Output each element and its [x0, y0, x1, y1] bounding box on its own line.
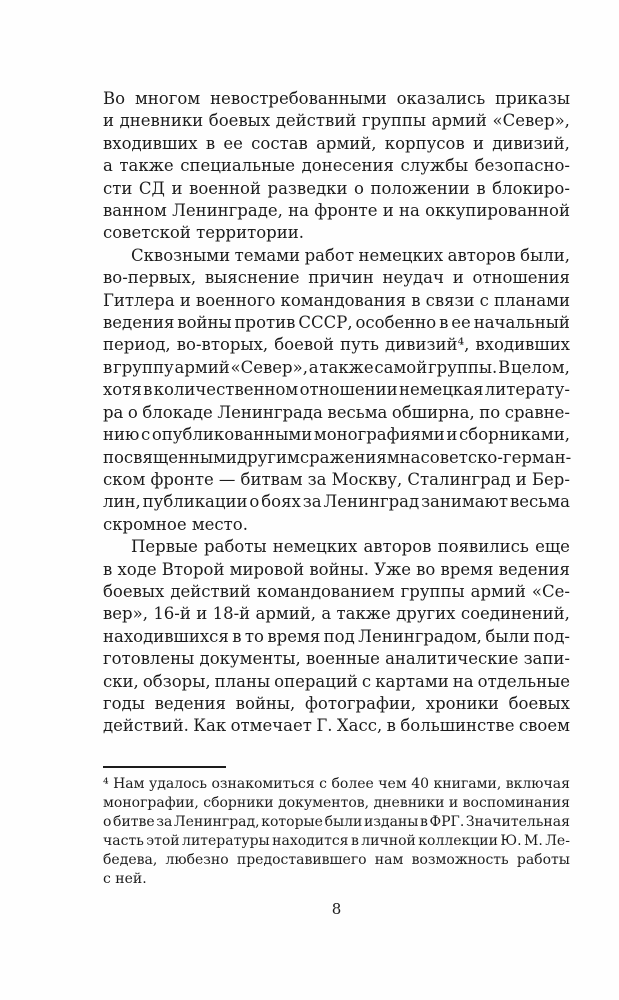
word: и — [179, 290, 191, 310]
footnote — [103, 775, 570, 889]
body-text — [103, 88, 570, 738]
word: о — [127, 402, 138, 422]
word: положении — [370, 178, 470, 198]
text-line — [103, 110, 570, 132]
word: и — [446, 425, 458, 445]
word: работы — [516, 851, 570, 868]
word: также — [119, 156, 174, 176]
paragraph — [103, 88, 570, 245]
word: планами — [494, 290, 570, 310]
word: фронте — [314, 201, 378, 221]
text-line — [103, 357, 570, 379]
word: на — [288, 201, 309, 221]
word: сравне- — [504, 402, 570, 422]
word: группы — [400, 581, 465, 601]
word: и — [473, 133, 484, 153]
word: в — [103, 357, 113, 377]
word: во — [416, 559, 436, 579]
word: связи — [425, 290, 475, 310]
word: с — [319, 775, 327, 792]
word: более — [331, 775, 374, 792]
word: книгами, — [433, 775, 502, 792]
word: военной — [189, 178, 261, 198]
word: ходе — [117, 559, 157, 579]
word: ванном — [103, 201, 167, 221]
paragraph — [103, 775, 570, 889]
word: дневники — [119, 111, 204, 131]
word: отмечает — [230, 716, 312, 736]
word: сти — [103, 178, 133, 198]
word: Москву, — [331, 469, 403, 489]
word: входивших — [475, 335, 570, 355]
word: сборники — [203, 794, 274, 811]
word: а — [321, 604, 332, 624]
word: Как — [193, 716, 227, 736]
word: аналитические — [385, 649, 519, 669]
word: годы — [103, 693, 145, 713]
text-line — [103, 88, 570, 110]
word: литерату- — [484, 380, 570, 400]
word: то — [244, 626, 264, 646]
word: армий, — [316, 133, 377, 153]
word: хроники — [425, 693, 499, 713]
word: Второй — [161, 559, 225, 579]
word: в — [205, 133, 216, 153]
word: самой — [374, 357, 428, 377]
word: ⁴ Нам — [103, 775, 145, 792]
word: целом, — [511, 357, 570, 377]
word: советско-герман- — [420, 447, 572, 467]
word: — — [218, 469, 236, 489]
word: нам — [374, 851, 404, 868]
word: с — [361, 671, 372, 691]
word: в — [386, 716, 396, 736]
word: время — [440, 559, 494, 579]
word: предоставившего — [236, 851, 367, 868]
word: в — [411, 290, 421, 310]
text-line: с ней. — [103, 870, 147, 887]
word: и — [448, 794, 459, 811]
text-line — [103, 402, 570, 424]
word: воспоминания — [462, 794, 570, 811]
word: военного — [195, 290, 276, 310]
word: операций — [274, 671, 358, 691]
word: опубликованными — [151, 425, 313, 445]
text-line — [103, 603, 570, 625]
text-line — [103, 447, 570, 469]
text-line — [103, 559, 570, 581]
word: появились — [437, 537, 529, 557]
word: донесения — [301, 156, 394, 176]
text-line — [103, 290, 570, 312]
word: Ю. — [500, 832, 522, 849]
word: литературы — [182, 832, 270, 849]
word: соединений, — [460, 604, 570, 624]
word: неудач — [382, 268, 444, 288]
word: Бер- — [531, 469, 570, 489]
word: «Север», — [492, 111, 570, 131]
word: изданы — [363, 813, 419, 830]
word: авторов — [447, 245, 516, 265]
word: дивизий, — [492, 133, 570, 153]
word: монографии, — [103, 794, 199, 811]
word: армий — [174, 357, 230, 377]
word: особенно — [355, 313, 437, 333]
word: включая — [505, 775, 570, 792]
word: невостребованными — [210, 89, 387, 108]
word: вер», — [103, 604, 148, 624]
text-line — [103, 693, 570, 715]
word: ФРГ. — [429, 813, 465, 830]
word: ском — [103, 469, 146, 489]
text-line — [103, 715, 570, 737]
text-line — [103, 851, 570, 870]
word: Во — [103, 89, 126, 108]
word: разведки — [267, 178, 348, 198]
text-line — [103, 775, 570, 794]
word: боевых — [103, 581, 165, 601]
word: 16-й — [153, 604, 191, 624]
word: немецких — [358, 245, 444, 265]
word: мировой — [229, 559, 305, 579]
word: блокиро- — [492, 178, 570, 198]
word: весьма — [509, 492, 570, 512]
word: «Север», — [230, 357, 308, 377]
word: и — [452, 268, 464, 288]
word: которые — [261, 813, 323, 830]
word: начальный — [473, 313, 570, 333]
word: других — [396, 604, 456, 624]
word: были — [324, 813, 363, 830]
word: выяснение — [204, 268, 300, 288]
word: за — [307, 469, 327, 489]
word: боях — [261, 492, 301, 512]
word: ведения — [154, 693, 226, 713]
word: отношении — [299, 380, 398, 400]
word: боевой — [274, 335, 335, 355]
word: количественном — [153, 380, 299, 400]
word: оказались — [396, 89, 486, 108]
word: во-первых, — [103, 268, 197, 288]
word: сборниками, — [459, 425, 570, 445]
word: корпусов — [384, 133, 465, 153]
word: блокаде — [142, 402, 213, 422]
word: многом — [134, 89, 201, 108]
word: фотографии, — [304, 693, 417, 713]
word: о — [103, 813, 112, 830]
word: и — [196, 604, 208, 624]
word: по — [479, 402, 501, 422]
word: личной — [361, 832, 416, 849]
text-line: советской территории. — [103, 223, 304, 243]
word: еще — [535, 537, 570, 557]
word: действий — [275, 111, 357, 131]
word: в — [439, 313, 449, 333]
word: в — [420, 813, 428, 830]
word: и — [103, 111, 114, 131]
word: отношения — [472, 268, 570, 288]
word: оккупированной — [425, 201, 570, 221]
word: СССР, — [298, 313, 353, 333]
word: возможность — [411, 851, 509, 868]
word: ведения — [498, 559, 570, 579]
word: ски, — [103, 671, 139, 691]
word: безопасно- — [474, 156, 570, 176]
word: 18-й — [212, 604, 251, 624]
word: весьма — [327, 402, 388, 422]
word: этой — [146, 832, 180, 849]
word: с — [141, 425, 151, 445]
word: действий. — [103, 716, 189, 736]
word: на — [399, 201, 420, 221]
text-line — [103, 581, 570, 603]
word: авторов — [363, 537, 432, 557]
word: в — [350, 832, 359, 849]
word: Ленинграде, — [172, 201, 283, 221]
word: а — [308, 357, 319, 377]
word: командования — [280, 290, 407, 310]
text-line — [103, 648, 570, 670]
word: темами — [234, 245, 301, 265]
word: специальные — [180, 156, 296, 176]
word: удалось — [149, 775, 207, 792]
text-line — [103, 200, 570, 222]
word: были — [485, 626, 530, 646]
word: войны. — [309, 559, 369, 579]
text-line: скромное место. — [103, 514, 248, 534]
word: немецких — [272, 537, 358, 557]
word: в — [476, 178, 486, 198]
text-line — [103, 491, 570, 513]
text-line — [131, 245, 570, 267]
word: ее — [223, 133, 243, 153]
word: ведения — [103, 313, 175, 333]
word: ее — [451, 313, 471, 333]
word: армий — [431, 111, 487, 131]
word: чем — [378, 775, 407, 792]
word: картами — [375, 671, 449, 691]
word: запи- — [523, 649, 570, 669]
word: Сквозными — [131, 245, 231, 265]
text-line — [103, 626, 570, 648]
text-line — [103, 424, 570, 446]
word: о — [354, 178, 364, 198]
word: бедева, — [103, 851, 158, 868]
word: группы — [361, 111, 426, 131]
word: приказы — [495, 89, 570, 108]
word: посвященными — [103, 447, 237, 467]
text-line — [103, 312, 570, 334]
word: большинстве — [400, 716, 515, 736]
word: войны — [177, 313, 232, 333]
word: документы, — [199, 649, 301, 669]
text-column — [103, 88, 570, 919]
word: время — [267, 626, 321, 646]
word: обзоры, — [142, 671, 211, 691]
word: нию — [103, 425, 140, 445]
word: против — [234, 313, 296, 333]
word: публикации — [142, 492, 248, 512]
word: В — [498, 357, 511, 377]
word: другим — [236, 447, 300, 467]
word: монографиями — [313, 425, 445, 445]
word: Значительная — [465, 813, 570, 830]
word: СД — [138, 178, 165, 198]
word: находится — [272, 832, 349, 849]
word: работ — [304, 245, 354, 265]
word: битве — [113, 813, 155, 830]
word: под — [323, 626, 355, 646]
word: на — [452, 671, 474, 691]
word: своем — [518, 716, 570, 736]
word: во-вторых, — [176, 335, 269, 355]
word: готовлены — [103, 649, 195, 669]
word: службы — [400, 156, 469, 176]
word: в — [143, 380, 153, 400]
word: обширна, — [391, 402, 475, 422]
word: Гитлера — [103, 290, 175, 310]
word: также — [319, 357, 374, 377]
word: в — [103, 559, 113, 579]
word: войны, — [235, 693, 296, 713]
text-line — [103, 671, 570, 693]
word: путь — [340, 335, 379, 355]
text-line — [103, 794, 570, 813]
word: командованием — [256, 581, 395, 601]
word: состав — [251, 133, 308, 153]
word: Ленинград — [323, 492, 420, 512]
word: боевых — [208, 111, 271, 131]
word: о — [249, 492, 260, 512]
word: Ле- — [545, 832, 570, 849]
text-line — [131, 536, 570, 558]
text-line — [103, 379, 570, 401]
word: в — [232, 626, 242, 646]
paragraph — [103, 536, 570, 738]
text-line — [103, 178, 570, 200]
word: за — [156, 813, 173, 830]
text-line — [103, 267, 570, 289]
text-line — [103, 133, 570, 155]
text-line — [103, 155, 570, 177]
word: армий — [470, 581, 526, 601]
word: немецкая — [398, 380, 484, 400]
word: Ленинград, — [173, 813, 260, 830]
word: фронте — [150, 469, 214, 489]
word: причин — [308, 268, 374, 288]
word: боевых — [508, 693, 570, 713]
word: любезно — [165, 851, 229, 868]
word: часть — [103, 832, 144, 849]
word: период, — [103, 335, 171, 355]
word: Г. — [316, 716, 333, 736]
word: под- — [533, 626, 570, 646]
word: армий, — [255, 604, 316, 624]
word: Сталинград — [407, 469, 511, 489]
text-line — [103, 334, 570, 356]
word: Хасс, — [336, 716, 383, 736]
word: планы — [214, 671, 271, 691]
word: дивизий⁴, — [385, 335, 470, 355]
word: битвам — [240, 469, 303, 489]
word: Ленинграда — [217, 402, 323, 422]
word: на — [399, 447, 421, 467]
word: отдельные — [477, 671, 570, 691]
word: группу — [113, 357, 174, 377]
word: действий — [170, 581, 251, 601]
page-number: 8 — [331, 899, 342, 918]
word: а — [103, 156, 113, 176]
word: и — [171, 178, 183, 198]
word: лин, — [103, 492, 141, 512]
word: документов, — [278, 794, 370, 811]
word: находившихся — [103, 626, 229, 646]
word: хотя — [103, 380, 142, 400]
word: Первые — [131, 537, 198, 557]
paragraph — [103, 245, 570, 536]
word: «Се- — [531, 581, 570, 601]
word: за — [302, 492, 322, 512]
word: ра — [103, 402, 124, 422]
word: коллекции — [418, 832, 498, 849]
word: и — [515, 469, 527, 489]
word: группы. — [428, 357, 498, 377]
word: ознакомиться — [211, 775, 315, 792]
word: М. — [524, 832, 543, 849]
word: и — [382, 201, 394, 221]
word: занимают — [421, 492, 509, 512]
word: Ленинградом, — [358, 626, 482, 646]
word: работы — [204, 537, 267, 557]
word: военные — [305, 649, 380, 669]
word: были, — [520, 245, 570, 265]
word: 40 — [411, 775, 430, 792]
word: также — [336, 604, 391, 624]
text-line — [103, 469, 570, 491]
text-line — [103, 813, 570, 832]
word: с — [479, 290, 489, 310]
word: сражениям — [299, 447, 400, 467]
word: входивших — [103, 133, 198, 153]
footnote-separator — [103, 766, 226, 768]
word: дневники — [373, 794, 445, 811]
text-line — [103, 832, 570, 851]
word: Уже — [374, 559, 411, 579]
